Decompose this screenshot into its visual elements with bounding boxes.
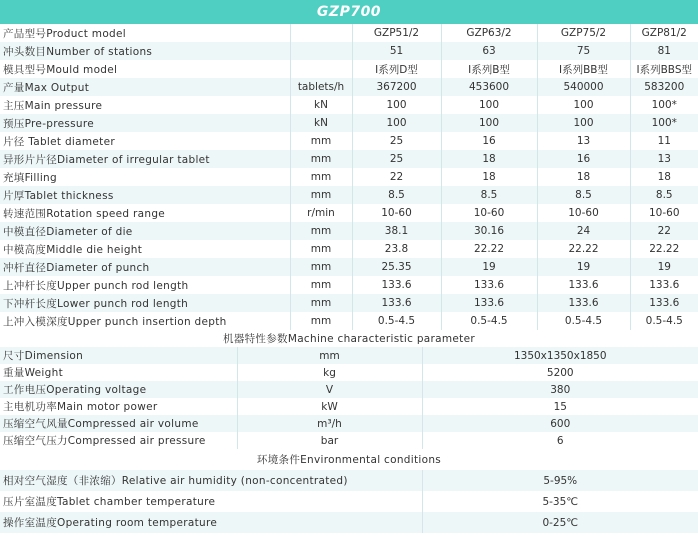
spec-row bbox=[0, 276, 698, 294]
spec-value: 540000 bbox=[537, 78, 630, 96]
spec-value: GZP63/2 bbox=[441, 24, 537, 42]
machine-label: 重量Weight bbox=[0, 364, 237, 381]
spec-unit: mm bbox=[290, 168, 352, 186]
machine-unit: kW bbox=[237, 398, 422, 415]
machine-label: 压缩空气风量Compressed air volume bbox=[0, 415, 237, 432]
spec-label: 中模直径Diameter of die bbox=[0, 222, 290, 240]
spec-row bbox=[0, 60, 698, 78]
spec-value: 10-60 bbox=[441, 204, 537, 222]
spec-value: 583200 bbox=[630, 78, 698, 96]
spec-value: 19 bbox=[441, 258, 537, 276]
spec-value: 19 bbox=[630, 258, 698, 276]
spec-value: I系列BB型 bbox=[537, 60, 630, 78]
spec-value: 100 bbox=[352, 96, 441, 114]
spec-value: 10-60 bbox=[352, 204, 441, 222]
machine-label: 压缩空气压力Compressed air pressure bbox=[0, 432, 237, 449]
spec-value: I系列B型 bbox=[441, 60, 537, 78]
spec-label: 异形片片径Diameter of irregular tablet bbox=[0, 150, 290, 168]
spec-value: 133.6 bbox=[537, 294, 630, 312]
spec-row bbox=[0, 24, 698, 42]
spec-value: 8.5 bbox=[630, 186, 698, 204]
machine-unit: bar bbox=[237, 432, 422, 449]
spec-value: 100 bbox=[441, 96, 537, 114]
spec-label: 充填Filling bbox=[0, 168, 290, 186]
spec-unit: mm bbox=[290, 186, 352, 204]
spec-value: 11 bbox=[630, 132, 698, 150]
table-title: GZP700 bbox=[0, 0, 698, 24]
spec-value: 51 bbox=[352, 42, 441, 60]
spec-unit: mm bbox=[290, 312, 352, 330]
spec-unit: mm bbox=[290, 240, 352, 258]
spec-value: 133.6 bbox=[352, 276, 441, 294]
spec-value: 18 bbox=[537, 168, 630, 186]
spec-row bbox=[0, 132, 698, 150]
machine-unit: m³/h bbox=[237, 415, 422, 432]
spec-row bbox=[0, 204, 698, 222]
spec-value: GZP75/2 bbox=[537, 24, 630, 42]
spec-value: 453600 bbox=[441, 78, 537, 96]
spec-value: 81 bbox=[630, 42, 698, 60]
machine-section-header bbox=[0, 330, 698, 347]
spec-value: 38.1 bbox=[352, 222, 441, 240]
spec-unit: kN bbox=[290, 96, 352, 114]
spec-value: 10-60 bbox=[537, 204, 630, 222]
spec-value: 8.5 bbox=[352, 186, 441, 204]
spec-label: 上冲入模深度Upper punch insertion depth bbox=[0, 312, 290, 330]
spec-row bbox=[0, 312, 698, 330]
machine-section-heading: 机器特性参数Machine characteristic parameter bbox=[0, 330, 698, 347]
env-label: 相对空气湿度（非浓缩）Relative air humidity (non-concentrated) bbox=[0, 470, 422, 491]
machine-label: 主电机功率Main motor power bbox=[0, 398, 237, 415]
env-section-heading: 环境条件Environmental conditions bbox=[0, 449, 698, 470]
spec-label: 片厚Tablet thickness bbox=[0, 186, 290, 204]
spec-value: 133.6 bbox=[630, 276, 698, 294]
spec-value: 16 bbox=[441, 132, 537, 150]
spec-value: 8.5 bbox=[537, 186, 630, 204]
spec-unit: mm bbox=[290, 258, 352, 276]
spec-value: 22.22 bbox=[441, 240, 537, 258]
machine-row bbox=[0, 415, 698, 432]
spec-label: 冲杆直径Diameter of punch bbox=[0, 258, 290, 276]
spec-value: 133.6 bbox=[630, 294, 698, 312]
spec-value: 133.6 bbox=[441, 276, 537, 294]
spec-value: 22.22 bbox=[630, 240, 698, 258]
spec-value: 63 bbox=[441, 42, 537, 60]
machine-unit: kg bbox=[237, 364, 422, 381]
spec-row bbox=[0, 294, 698, 312]
machine-value: 600 bbox=[422, 415, 698, 432]
machine-value: 6 bbox=[422, 432, 698, 449]
spec-label: 产量Max Output bbox=[0, 78, 290, 96]
machine-value: 5200 bbox=[422, 364, 698, 381]
spec-value: 100 bbox=[537, 96, 630, 114]
spec-row bbox=[0, 42, 698, 60]
spec-value: 18 bbox=[441, 168, 537, 186]
spec-unit bbox=[290, 42, 352, 60]
env-value: 5-35℃ bbox=[422, 491, 698, 512]
env-row bbox=[0, 470, 698, 491]
spec-row bbox=[0, 96, 698, 114]
spec-row bbox=[0, 240, 698, 258]
machine-row bbox=[0, 364, 698, 381]
spec-table bbox=[0, 24, 698, 330]
spec-label: 片径 Tablet diameter bbox=[0, 132, 290, 150]
spec-label: 预压Pre-pressure bbox=[0, 114, 290, 132]
spec-value: 18 bbox=[441, 150, 537, 168]
spec-label: 中模高度Middle die height bbox=[0, 240, 290, 258]
spec-value: 100* bbox=[630, 96, 698, 114]
machine-unit: V bbox=[237, 381, 422, 398]
spec-label: 主压Main pressure bbox=[0, 96, 290, 114]
env-section-header bbox=[0, 449, 698, 470]
spec-row bbox=[0, 168, 698, 186]
spec-value: 25 bbox=[352, 150, 441, 168]
spec-value: 0.5-4.5 bbox=[441, 312, 537, 330]
spec-value: 133.6 bbox=[537, 276, 630, 294]
env-table bbox=[0, 449, 698, 533]
spec-unit: mm bbox=[290, 150, 352, 168]
spec-value: 100* bbox=[630, 114, 698, 132]
spec-unit: tablets/h bbox=[290, 78, 352, 96]
spec-label: 转速范围Rotation speed range bbox=[0, 204, 290, 222]
machine-value: 15 bbox=[422, 398, 698, 415]
spec-label: 冲头数目Number of stations bbox=[0, 42, 290, 60]
spec-value: 19 bbox=[537, 258, 630, 276]
machine-row bbox=[0, 398, 698, 415]
spec-value: 25 bbox=[352, 132, 441, 150]
spec-value: 367200 bbox=[352, 78, 441, 96]
spec-value: 75 bbox=[537, 42, 630, 60]
spec-value: 30.16 bbox=[441, 222, 537, 240]
spec-label: 下冲杆长度Lower punch rod length bbox=[0, 294, 290, 312]
env-row bbox=[0, 512, 698, 533]
env-label: 操作室温度Operating room temperature bbox=[0, 512, 422, 533]
spec-unit bbox=[290, 60, 352, 78]
spec-row bbox=[0, 78, 698, 96]
machine-value: 1350x1350x1850 bbox=[422, 347, 698, 364]
spec-value: 0.5-4.5 bbox=[630, 312, 698, 330]
spec-value: I系列BBS型 bbox=[630, 60, 698, 78]
spec-value: GZP51/2 bbox=[352, 24, 441, 42]
spec-value: 18 bbox=[630, 168, 698, 186]
spec-value: 0.5-4.5 bbox=[537, 312, 630, 330]
spec-value: 25.35 bbox=[352, 258, 441, 276]
spec-label: 模具型号Mould model bbox=[0, 60, 290, 78]
spec-row bbox=[0, 114, 698, 132]
machine-table bbox=[0, 330, 698, 449]
spec-row bbox=[0, 186, 698, 204]
machine-label: 尺寸Dimension bbox=[0, 347, 237, 364]
spec-value: GZP81/2 bbox=[630, 24, 698, 42]
machine-label: 工作电压Operating voltage bbox=[0, 381, 237, 398]
spec-value: 22.22 bbox=[537, 240, 630, 258]
spec-value: 22 bbox=[352, 168, 441, 186]
machine-row bbox=[0, 381, 698, 398]
spec-value: 23.8 bbox=[352, 240, 441, 258]
env-label: 压片室温度Tablet chamber temperature bbox=[0, 491, 422, 512]
spec-value: 133.6 bbox=[352, 294, 441, 312]
spec-value: 13 bbox=[630, 150, 698, 168]
spec-value: 16 bbox=[537, 150, 630, 168]
spec-unit: r/min bbox=[290, 204, 352, 222]
spec-value: 100 bbox=[537, 114, 630, 132]
spec-value: 100 bbox=[352, 114, 441, 132]
machine-row bbox=[0, 347, 698, 364]
spec-value: 13 bbox=[537, 132, 630, 150]
spec-unit bbox=[290, 24, 352, 42]
machine-value: 380 bbox=[422, 381, 698, 398]
spec-unit: mm bbox=[290, 132, 352, 150]
env-row bbox=[0, 491, 698, 512]
spec-unit: mm bbox=[290, 294, 352, 312]
spec-unit: mm bbox=[290, 276, 352, 294]
machine-unit: mm bbox=[237, 347, 422, 364]
spec-row bbox=[0, 150, 698, 168]
spec-value: 24 bbox=[537, 222, 630, 240]
spec-value: 22 bbox=[630, 222, 698, 240]
spec-value: 8.5 bbox=[441, 186, 537, 204]
spec-label: 产品型号Product model bbox=[0, 24, 290, 42]
spec-label: 上冲杆长度Upper punch rod length bbox=[0, 276, 290, 294]
spec-value: 0.5-4.5 bbox=[352, 312, 441, 330]
spec-value: 10-60 bbox=[630, 204, 698, 222]
spec-value: I系列D型 bbox=[352, 60, 441, 78]
spec-row bbox=[0, 222, 698, 240]
spec-value: 133.6 bbox=[441, 294, 537, 312]
env-value: 0-25℃ bbox=[422, 512, 698, 533]
env-value: 5-95% bbox=[422, 470, 698, 491]
spec-unit: mm bbox=[290, 222, 352, 240]
spec-row bbox=[0, 258, 698, 276]
machine-row bbox=[0, 432, 698, 449]
spec-value: 100 bbox=[441, 114, 537, 132]
spec-unit: kN bbox=[290, 114, 352, 132]
